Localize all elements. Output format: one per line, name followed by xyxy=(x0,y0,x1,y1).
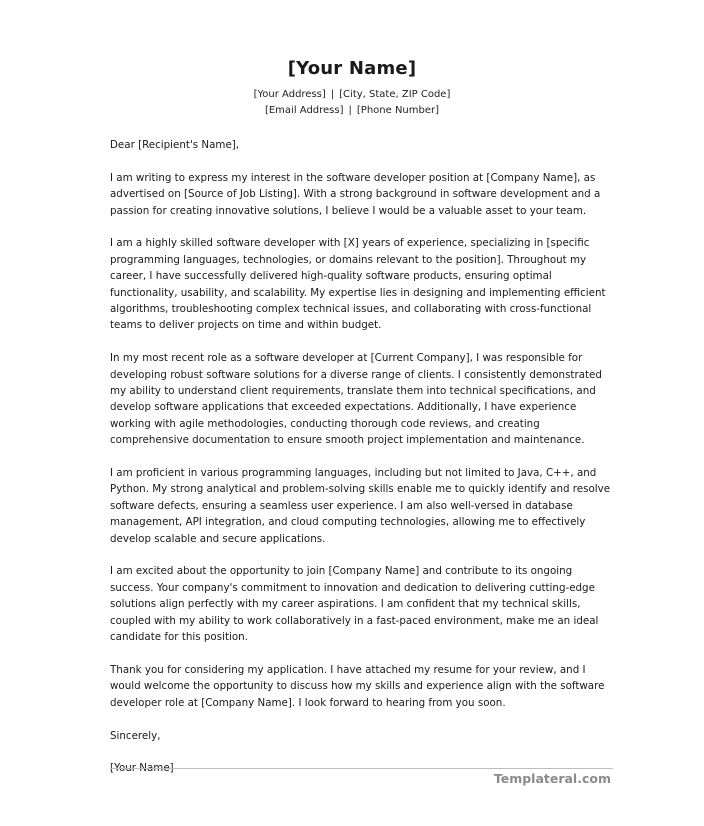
signature-name: [Your Name] xyxy=(110,762,174,775)
contact-line-address xyxy=(0,87,704,103)
footer-divider xyxy=(110,768,613,769)
sender-name: [Your Name] xyxy=(287,58,417,79)
sender-email: [Email Address] xyxy=(264,105,344,116)
paragraph-motivation: I am excited about the opportunity to join [Company Name] and contribute to its ongoing success. Your company's commitment to innovation and dedication to delivering cutting-edge solutions align perfectly with my career aspirations. I am confident that my technical skills, coupled with my ability to work collaboratively in a fast-paced environment, make me an ideal candidate for this position. xyxy=(110,565,599,644)
paragraph-thanks: Thank you for considering my application. I have attached my resume for your review, and I would welcome the opportunity to discuss how my skills and experience align with the software developer role at [Company Name]. I look forward to hearing from you soon. xyxy=(110,663,605,709)
closing: Sincerely, xyxy=(110,729,161,742)
contact-line-email-phone xyxy=(0,103,704,119)
salutation: Dear [Recipient's Name], xyxy=(110,139,240,151)
paragraph-recent-role: In my most recent role as a software developer at [Current Company], I was responsible for developing robust software solutions for a diverse range of clients. I consistently demonstrated my ability to understand client requirements, translate them into technical specifications, and develop software applications that exceeded expectations. Additionally, I have experience working with agile methodologies, conducting thorough code reviews, and creating comprehensive documentation to ensure smooth project implementation and maintenance. xyxy=(110,352,602,447)
letter-body xyxy=(110,137,618,793)
sender-phone: [Phone Number] xyxy=(356,105,440,116)
sender-address: [Your Address] xyxy=(253,89,326,100)
paragraph-experience: I am a highly skilled software developer with [X] years of experience, specializing in [specific programming languages, technologies, or domains relevant to the position]. Throughout my career, I have successfully delivered high-quality software products, ensuring optimal functionality, usability, and scalability. My expertise lies in designing and implementing efficient algorithms, troubleshooting complex technical issues, and collaborating with cross-functional teams to deliver projects on time and within budget. xyxy=(110,237,606,332)
paragraph-intro: I am writing to express my interest in the software developer position at [Company Name], as advertised on [Source of Job Listing]. With a strong background in software development and a passion for creating innovative solutions, I believe I would be a valuable asset to your team. xyxy=(110,171,601,217)
paragraph-skills: I am proficient in various programming languages, including but not limited to Java, C++, and Python. My strong analytical and problem-solving skills enable me to quickly identify and resolve software defects, ensuring a seamless user experience. I am also well-versed in database management, API integration, and cloud computing technologies, allowing me to effectively develop scalable and secure applications. xyxy=(110,467,611,545)
separator: | xyxy=(348,105,352,116)
separator: | xyxy=(330,89,335,100)
footer-brand: Templateral.com xyxy=(493,771,611,786)
sender-city-state-zip: [City, State, ZIP Code] xyxy=(339,89,451,100)
